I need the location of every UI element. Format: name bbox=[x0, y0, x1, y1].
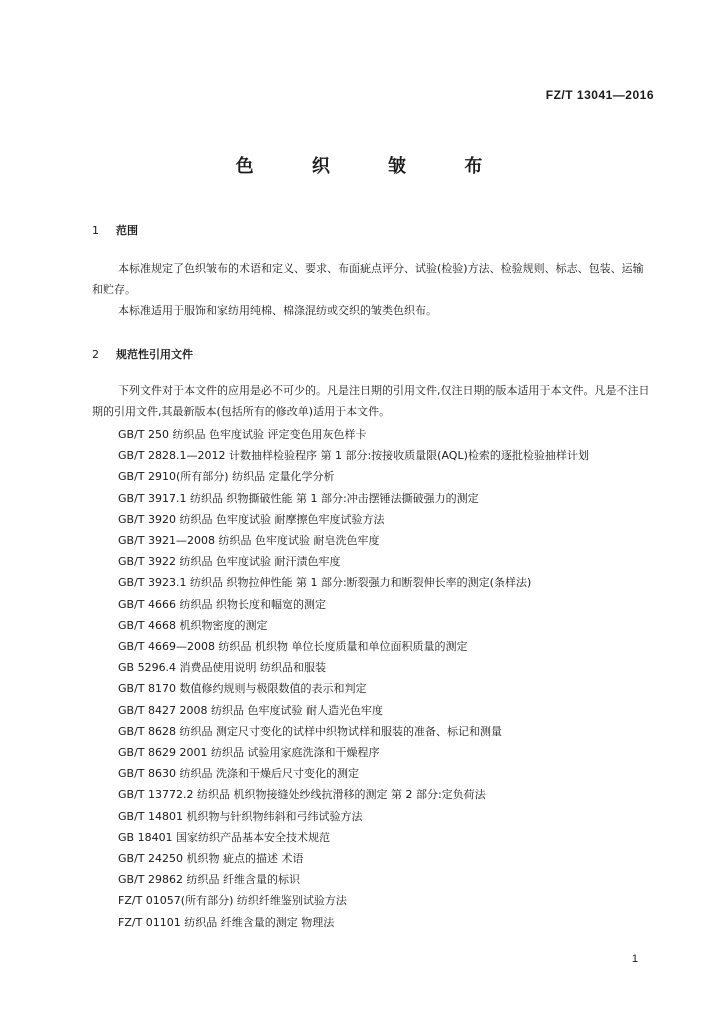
reference-item: GB 5296.4 消费品使用说明 纺织品和服装 bbox=[118, 661, 327, 675]
reference-item: GB/T 2910(所有部分) 纺织品 定量化学分析 bbox=[118, 470, 335, 484]
reference-item: GB/T 3923.1 纺织品 织物拉伸性能 第 1 部分:断裂强力和断裂伸长率的测定(条样法) bbox=[118, 576, 532, 590]
page-number: 1 bbox=[631, 953, 638, 965]
reference-item: GB/T 8628 纺织品 测定尺寸变化的试样中织物试样和服装的准备、标记和测量 bbox=[118, 724, 502, 738]
document-title: 色 织 皱 布 bbox=[235, 156, 509, 177]
section-title: 范围 bbox=[116, 224, 138, 237]
reference-item: GB/T 8630 纺织品 洗涤和干燥后尺寸变化的测定 bbox=[118, 767, 359, 781]
reference-item: GB/T 3922 纺织品 色牢度试验 耐汗渍色牢度 bbox=[118, 555, 341, 569]
reference-item: GB/T 3921—2008 纺织品 色牢度试验 耐皂洗色牢度 bbox=[118, 534, 380, 548]
reference-list bbox=[92, 424, 652, 933]
section-number: 1 bbox=[92, 224, 99, 237]
reference-item: GB/T 13772.2 纺织品 机织物接缝处纱线抗滑移的测定 第 2 部分:定负荷法 bbox=[118, 788, 486, 802]
reference-item: GB/T 250 纺织品 色牢度试验 评定变色用灰色样卡 bbox=[118, 428, 367, 441]
reference-item: GB/T 14801 机织物与针织物纬斜和弓纬试验方法 bbox=[118, 809, 363, 823]
reference-item: GB/T 8427 2008 纺织品 色牢度试验 耐人造光色牢度 bbox=[118, 703, 383, 717]
reference-item: GB/T 4666 纺织品 织物长度和幅宽的测定 bbox=[118, 597, 326, 611]
reference-item: GB/T 24250 机织物 疵点的描述 术语 bbox=[118, 852, 304, 866]
reference-item: GB/T 3917.1 纺织品 织物撕破性能 第 1 部分:冲击摆锤法撕破强力的测定 bbox=[118, 491, 479, 505]
reference-item: GB/T 8629 2001 纺织品 试验用家庭洗涤和干燥程序 bbox=[118, 746, 380, 760]
reference-item: FZ/T 01057(所有部分) 纺织纤维鉴别试验方法 bbox=[118, 894, 347, 908]
references-intro: 下列文件对于本文件的应用是必不可少的。凡是注日期的引用文件,仅注日期的版本适用于本文件。凡是不注日期的引用文件,其最新版本(包括所有的修改单)适用于本文件。 bbox=[92, 384, 650, 418]
section-heading-normative-references bbox=[92, 346, 193, 362]
standard-code: FZ/T 13041—2016 bbox=[545, 88, 654, 102]
reference-item: GB/T 8170 数值修约规则与极限数值的表示和判定 bbox=[118, 682, 367, 696]
reference-item: GB/T 4669—2008 纺织品 机织物 单位长度质量和单位面积质量的测定 bbox=[118, 640, 468, 654]
reference-item: GB 18401 国家纺织产品基本安全技术规范 bbox=[118, 830, 331, 844]
scope-paragraph-1: 本标准规定了色织皱布的术语和定义、要求、布面疵点评分、试验(检验)方法、检验规则、标志、包装、运输和贮存。 bbox=[92, 262, 644, 296]
reference-item: GB/T 4668 机织物密度的测定 bbox=[118, 618, 268, 632]
reference-item: GB/T 3920 纺织品 色牢度试验 耐摩擦色牢度试验方法 bbox=[118, 512, 385, 526]
reference-item: GB/T 29862 纺织品 纤维含量的标识 bbox=[118, 873, 300, 887]
section-number: 2 bbox=[92, 348, 99, 361]
reference-item: GB/T 2828.1—2012 计数抽样检验程序 第 1 部分:按接收质量限(AQL)检索的逐批检验抽样计划 bbox=[118, 449, 589, 463]
scope-paragraph-2: 本标准适用于服饰和家纺用纯棉、棉涤混纺或交织的皱类色织布。 bbox=[118, 304, 437, 317]
section-heading-scope bbox=[92, 222, 138, 238]
section-title: 规范性引用文件 bbox=[116, 348, 193, 361]
reference-item: FZ/T 01101 纺织品 纤维含量的测定 物理法 bbox=[118, 915, 335, 929]
